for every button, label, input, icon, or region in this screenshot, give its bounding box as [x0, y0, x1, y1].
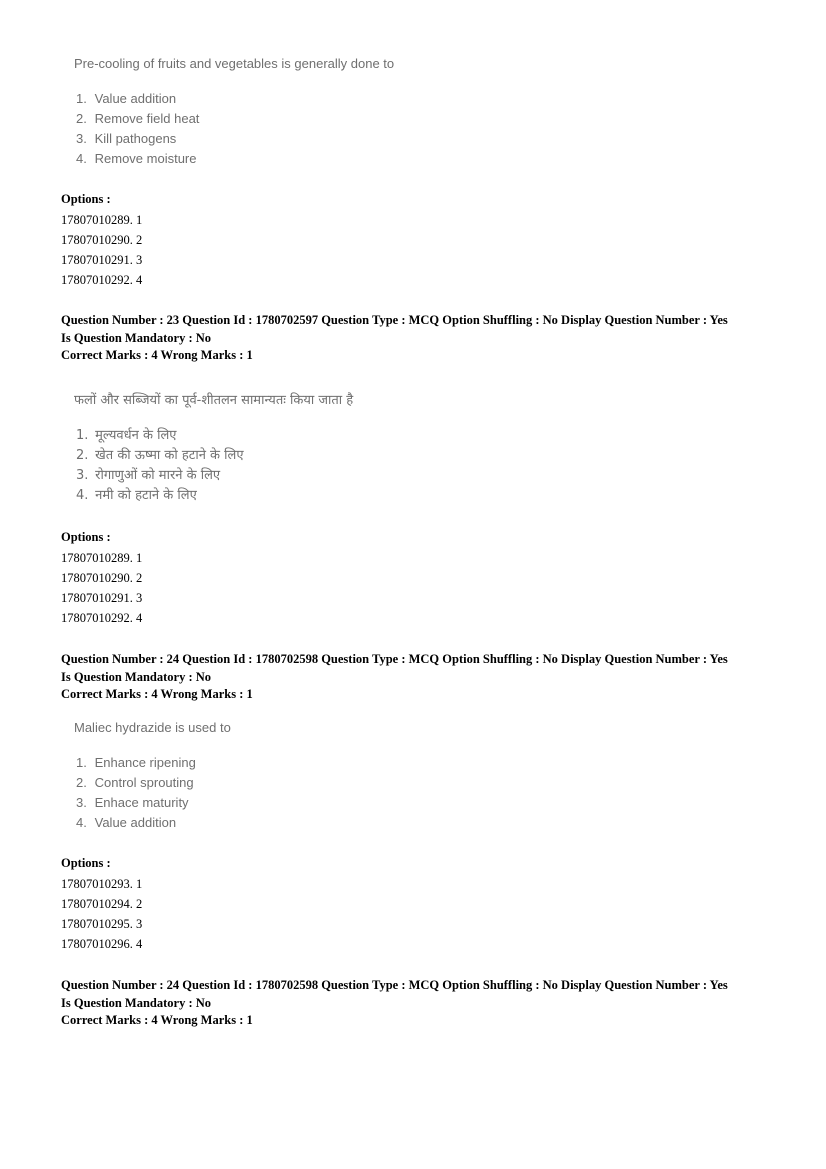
option-id-row: 17807010294. 2: [61, 897, 143, 911]
option-id-row: 17807010293. 1: [61, 877, 143, 891]
option-text: नमी को हटाने के लिए: [95, 488, 197, 503]
option-number: 4.: [76, 815, 87, 830]
option-number: 2.: [76, 775, 87, 790]
question-image-precooling-en: [74, 56, 394, 169]
question-option: [74, 486, 353, 506]
question-option: [74, 129, 394, 149]
question-option: [74, 793, 231, 813]
option-text: Enhance ripening: [94, 755, 196, 770]
question-option: [74, 446, 353, 466]
question-meta: [61, 977, 728, 1030]
question-meta-line1: Question Number : 24 Question Id : 1780702598 Question Type : MCQ Option Shuffling : No Display Question Number : Yes: [61, 652, 728, 666]
option-text: Control sprouting: [94, 775, 194, 790]
question-stem: फलों और सब्जियों का पूर्व-शीतलन सामान्यतः किया जाता है: [74, 393, 354, 408]
question-mandatory: Is Question Mandatory : No: [61, 330, 212, 345]
option-id-row: 17807010289. 1: [61, 213, 143, 227]
option-number: 3.: [76, 468, 89, 483]
option-text: Kill pathogens: [94, 131, 177, 146]
option-id-row: 17807010290. 2: [61, 571, 143, 585]
question-meta: [61, 312, 728, 365]
options-block: [61, 528, 142, 628]
option-text: Remove moisture: [94, 151, 197, 166]
question-stem: Maliec hydrazide is used to: [74, 720, 231, 735]
option-number: 1.: [76, 428, 89, 443]
option-id-row: 17807010295. 3: [61, 917, 143, 931]
question-stem: Pre-cooling of fruits and vegetables is generally done to: [74, 56, 395, 71]
option-number: 3.: [76, 131, 87, 146]
question-image-maleic-hydrazide-en: [74, 720, 231, 833]
question-marks: Correct Marks : 4 Wrong Marks : 1: [61, 348, 253, 362]
question-option: [74, 89, 394, 109]
question-option: [74, 109, 394, 129]
option-id-row: 17807010291. 3: [61, 253, 143, 267]
option-text: Value addition: [94, 815, 177, 830]
question-option-list: [74, 426, 353, 506]
options-block: [61, 854, 142, 954]
option-text: रोगाणुओं को मारने के लिए: [95, 468, 221, 483]
option-id-row: 17807010290. 2: [61, 233, 143, 247]
question-mandatory: Is Question Mandatory : No: [61, 669, 212, 684]
options-label: Options :: [61, 530, 111, 544]
option-number: 1.: [76, 755, 87, 770]
question-marks: Correct Marks : 4 Wrong Marks : 1: [61, 1013, 253, 1027]
question-meta-line1: Question Number : 23 Question Id : 1780702597 Question Type : MCQ Option Shuffling : No Display Question Number : Yes: [61, 313, 728, 327]
question-meta-line1: Question Number : 24 Question Id : 1780702598 Question Type : MCQ Option Shuffling : No Display Question Number : Yes: [61, 978, 728, 992]
question-image-precooling-hi: [74, 393, 353, 506]
option-text: मूल्यवर्धन के लिए: [95, 428, 177, 443]
question-option: [74, 813, 231, 833]
question-option: [74, 753, 231, 773]
question-option: [74, 426, 353, 446]
option-id-row: 17807010296. 4: [61, 937, 143, 951]
question-marks: Correct Marks : 4 Wrong Marks : 1: [61, 687, 253, 701]
options-block: [61, 190, 142, 290]
option-text: Remove field heat: [94, 111, 200, 126]
question-mandatory: Is Question Mandatory : No: [61, 995, 212, 1010]
option-id-row: 17807010292. 4: [61, 273, 143, 287]
option-text: Enhace maturity: [94, 795, 189, 810]
question-option: [74, 773, 231, 793]
option-id-row: 17807010292. 4: [61, 611, 143, 625]
option-number: 3.: [76, 795, 87, 810]
question-option-list: [74, 753, 231, 833]
option-id-row: 17807010291. 3: [61, 591, 143, 605]
option-number: 4.: [76, 151, 87, 166]
option-text: खेत की ऊष्मा को हटाने के लिए: [95, 448, 244, 463]
option-number: 1.: [76, 91, 87, 106]
question-option-list: [74, 89, 394, 169]
question-meta: [61, 651, 728, 704]
option-number: 2.: [76, 448, 89, 463]
question-option: [74, 466, 353, 486]
option-number: 4.: [76, 488, 89, 503]
options-label: Options :: [61, 192, 111, 206]
question-option: [74, 149, 394, 169]
option-number: 2.: [76, 111, 87, 126]
option-id-row: 17807010289. 1: [61, 551, 143, 565]
option-text: Value addition: [94, 91, 177, 106]
options-label: Options :: [61, 856, 111, 870]
